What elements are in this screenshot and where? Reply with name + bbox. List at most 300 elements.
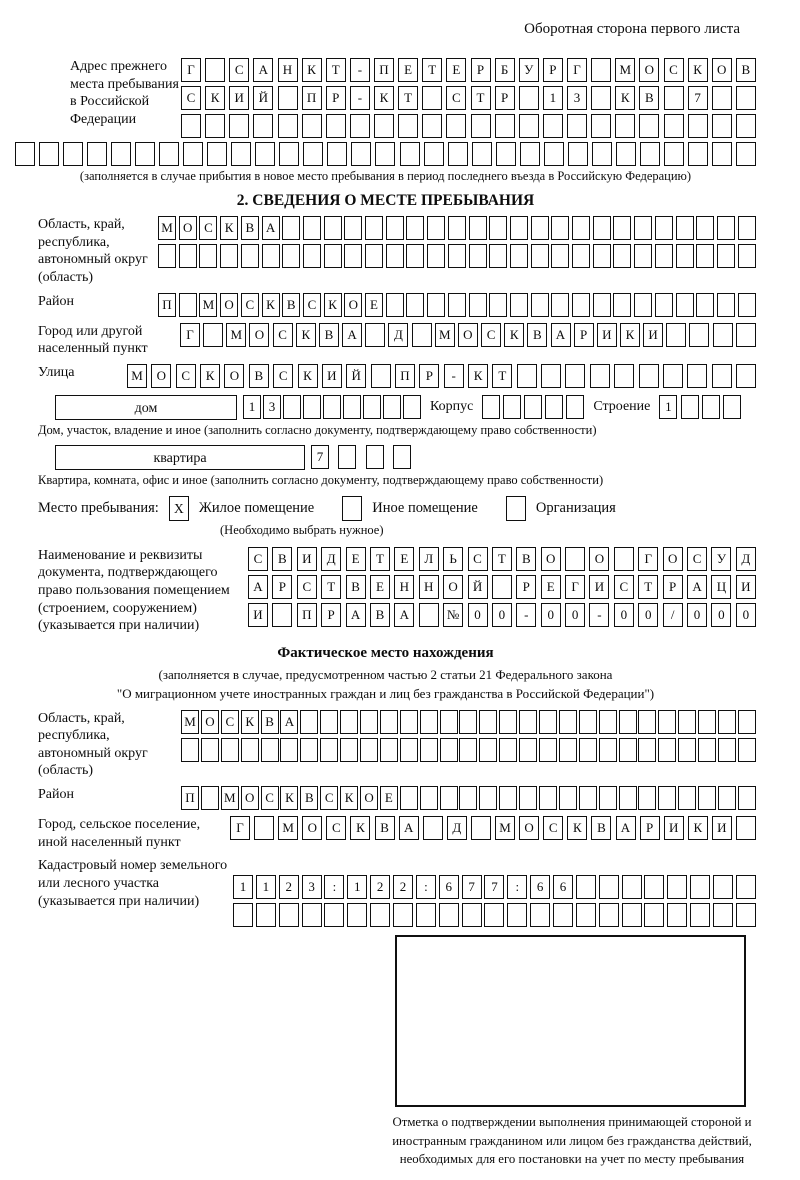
section-2-title: 2. СВЕДЕНИЯ О МЕСТЕ ПРЕБЫВАНИЯ bbox=[236, 192, 535, 209]
char-box: О bbox=[589, 547, 609, 571]
char-box bbox=[324, 244, 342, 268]
char-box: А bbox=[280, 710, 298, 734]
char-box bbox=[712, 114, 732, 138]
char-box bbox=[459, 786, 477, 810]
char-box bbox=[201, 738, 219, 762]
char-box bbox=[717, 244, 735, 268]
actual-region-block bbox=[15, 710, 756, 781]
char-box: С bbox=[320, 786, 338, 810]
char-box bbox=[696, 293, 714, 317]
char-box: В bbox=[516, 547, 536, 571]
char-box: С bbox=[543, 816, 563, 840]
char-box bbox=[459, 738, 477, 762]
char-box: А bbox=[248, 575, 268, 599]
char-box: Ь bbox=[443, 547, 463, 571]
option-organizaciya-label: Организация bbox=[535, 499, 616, 516]
char-box bbox=[593, 216, 611, 240]
char-box: Ц bbox=[711, 575, 731, 599]
char-box: С bbox=[303, 293, 321, 317]
char-box bbox=[551, 293, 569, 317]
char-box bbox=[386, 216, 404, 240]
char-box bbox=[559, 710, 577, 734]
char-box bbox=[201, 786, 219, 810]
char-box bbox=[689, 323, 709, 347]
char-box: С bbox=[181, 86, 201, 110]
char-box: К bbox=[298, 364, 318, 388]
char-box: И bbox=[589, 575, 609, 599]
house-cells bbox=[243, 395, 421, 419]
char-box bbox=[613, 216, 631, 240]
char-box bbox=[406, 293, 424, 317]
char-box bbox=[519, 738, 537, 762]
char-box bbox=[676, 216, 694, 240]
char-box bbox=[664, 114, 684, 138]
document-block bbox=[15, 547, 756, 635]
char-box bbox=[179, 293, 197, 317]
char-box: К bbox=[688, 816, 708, 840]
char-box bbox=[393, 903, 413, 927]
apartment-note: Квартира, комната, офис и иное (заполнить согласно документу, подтверждающему право собственности) bbox=[38, 472, 604, 487]
char-box: 6 bbox=[439, 875, 459, 899]
street-row bbox=[127, 364, 756, 388]
char-box bbox=[531, 244, 549, 268]
char-box: / bbox=[663, 603, 683, 627]
actual-city-block bbox=[15, 816, 756, 851]
char-box bbox=[365, 244, 383, 268]
char-box bbox=[531, 216, 549, 240]
char-box: К bbox=[468, 364, 488, 388]
char-box bbox=[400, 142, 420, 166]
char-box: Д bbox=[388, 323, 408, 347]
char-box: И bbox=[597, 323, 617, 347]
char-box bbox=[638, 786, 656, 810]
char-box bbox=[572, 293, 590, 317]
apartment-box-label: квартира bbox=[55, 445, 305, 470]
char-box: С bbox=[241, 293, 259, 317]
char-box: О bbox=[541, 547, 561, 571]
char-box bbox=[471, 114, 491, 138]
char-box bbox=[658, 710, 676, 734]
char-box: С bbox=[176, 364, 196, 388]
cadastral-block bbox=[15, 857, 756, 927]
char-box bbox=[541, 364, 561, 388]
char-box bbox=[179, 244, 197, 268]
char-box bbox=[446, 114, 466, 138]
char-box bbox=[424, 142, 444, 166]
char-box bbox=[599, 786, 617, 810]
char-box bbox=[663, 364, 683, 388]
char-box: М bbox=[221, 786, 239, 810]
char-box bbox=[181, 114, 201, 138]
char-box bbox=[592, 142, 612, 166]
char-box: 6 bbox=[530, 875, 550, 899]
street-block bbox=[15, 364, 756, 388]
char-box bbox=[614, 547, 634, 571]
char-box: О bbox=[344, 293, 362, 317]
char-box bbox=[616, 142, 636, 166]
char-box bbox=[553, 903, 573, 927]
char-box bbox=[302, 903, 322, 927]
char-box bbox=[619, 710, 637, 734]
char-box: Е bbox=[446, 58, 466, 82]
char-box: Е bbox=[370, 575, 390, 599]
char-box: О bbox=[220, 293, 238, 317]
char-box: С bbox=[468, 547, 488, 571]
char-box: С bbox=[326, 816, 346, 840]
char-box bbox=[599, 710, 617, 734]
char-box bbox=[482, 395, 500, 419]
char-box bbox=[713, 323, 733, 347]
document-row-3 bbox=[248, 603, 756, 627]
char-box bbox=[350, 114, 370, 138]
char-box bbox=[639, 114, 659, 138]
place-type-label: Место пребывания: bbox=[38, 499, 159, 516]
char-box: И bbox=[248, 603, 268, 627]
cadastral-row-1 bbox=[233, 875, 756, 899]
char-box: К bbox=[620, 323, 640, 347]
char-box: Г bbox=[567, 58, 587, 82]
char-box: К bbox=[296, 323, 316, 347]
char-box bbox=[183, 142, 203, 166]
char-box: Р bbox=[516, 575, 536, 599]
district-row bbox=[158, 293, 756, 317]
char-box bbox=[499, 786, 517, 810]
char-box: 7 bbox=[484, 875, 504, 899]
char-box bbox=[420, 710, 438, 734]
city-block bbox=[15, 323, 756, 358]
char-box bbox=[678, 738, 696, 762]
char-box: И bbox=[297, 547, 317, 571]
char-box bbox=[593, 244, 611, 268]
char-box bbox=[551, 244, 569, 268]
region-row-2 bbox=[158, 244, 756, 268]
char-box: Й bbox=[346, 364, 366, 388]
char-box: В bbox=[591, 816, 611, 840]
char-box: С bbox=[221, 710, 239, 734]
char-box bbox=[484, 903, 504, 927]
char-box: А bbox=[687, 575, 707, 599]
char-box bbox=[702, 395, 720, 419]
char-box: - bbox=[516, 603, 536, 627]
char-box bbox=[365, 323, 385, 347]
char-box bbox=[524, 395, 542, 419]
char-box: С bbox=[687, 547, 707, 571]
char-box bbox=[366, 445, 384, 469]
char-box bbox=[519, 710, 537, 734]
prev-address-row-3 bbox=[181, 114, 756, 138]
char-box bbox=[340, 710, 358, 734]
char-box: А bbox=[342, 323, 362, 347]
char-box: 0 bbox=[711, 603, 731, 627]
char-box: Т bbox=[638, 575, 658, 599]
char-box bbox=[619, 738, 637, 762]
char-box bbox=[300, 710, 318, 734]
char-box bbox=[440, 786, 458, 810]
char-box bbox=[736, 875, 756, 899]
char-box bbox=[282, 244, 300, 268]
char-box: К bbox=[324, 293, 342, 317]
char-box: С bbox=[614, 575, 634, 599]
char-box: О bbox=[519, 816, 539, 840]
document-label: Наименование и реквизиты документа, подтверждающего право пользования помещением (строением, сооружением) (указывается при наличии) bbox=[38, 547, 230, 634]
char-box bbox=[229, 114, 249, 138]
char-box bbox=[320, 710, 338, 734]
region-row-1 bbox=[158, 216, 756, 240]
char-box: О bbox=[712, 58, 732, 82]
prev-address-block bbox=[15, 58, 756, 138]
char-box bbox=[489, 293, 507, 317]
char-box: 0 bbox=[614, 603, 634, 627]
char-box: П bbox=[374, 58, 394, 82]
char-box bbox=[520, 142, 540, 166]
house-note: Дом, участок, владение и иное (заполнить согласно документу, подтверждающему право собственности) bbox=[38, 422, 597, 437]
char-box bbox=[736, 86, 756, 110]
char-box bbox=[375, 142, 395, 166]
char-box bbox=[613, 293, 631, 317]
char-box: С bbox=[229, 58, 249, 82]
char-box bbox=[503, 395, 521, 419]
char-box: Н bbox=[419, 575, 439, 599]
char-box bbox=[400, 786, 418, 810]
char-box bbox=[688, 114, 708, 138]
char-box: М bbox=[495, 816, 515, 840]
char-box: П bbox=[158, 293, 176, 317]
char-box bbox=[471, 816, 491, 840]
char-box bbox=[664, 142, 684, 166]
actual-city-label: Город, сельское поселение, иной населенный пункт bbox=[38, 817, 201, 850]
prev-address-note: (заполняется в случае прибытия в новое место пребывания в период последнего въезда в Российскую Федерацию) bbox=[79, 169, 692, 183]
char-box bbox=[530, 903, 550, 927]
char-box bbox=[696, 244, 714, 268]
char-box bbox=[351, 142, 371, 166]
char-box: У bbox=[711, 547, 731, 571]
char-box bbox=[386, 293, 404, 317]
char-box bbox=[420, 738, 438, 762]
char-box bbox=[448, 142, 468, 166]
char-box bbox=[386, 244, 404, 268]
char-box: М bbox=[127, 364, 147, 388]
char-box bbox=[324, 216, 342, 240]
char-box bbox=[205, 114, 225, 138]
char-box bbox=[412, 323, 432, 347]
char-box bbox=[634, 216, 652, 240]
char-box: - bbox=[589, 603, 609, 627]
char-box: Н bbox=[278, 58, 298, 82]
actual-city-row bbox=[230, 816, 756, 840]
char-box: К bbox=[302, 58, 322, 82]
char-box: М bbox=[435, 323, 455, 347]
char-box: Г bbox=[638, 547, 658, 571]
char-box bbox=[579, 786, 597, 810]
char-box bbox=[738, 293, 756, 317]
char-box bbox=[253, 114, 273, 138]
actual-region-row-2 bbox=[181, 738, 756, 762]
char-box bbox=[360, 710, 378, 734]
char-box bbox=[320, 738, 338, 762]
char-box bbox=[559, 738, 577, 762]
char-box bbox=[559, 786, 577, 810]
char-box bbox=[519, 786, 537, 810]
char-box bbox=[280, 738, 298, 762]
char-box bbox=[279, 903, 299, 927]
char-box: В bbox=[300, 786, 318, 810]
char-box bbox=[712, 142, 732, 166]
char-box: Р bbox=[321, 603, 341, 627]
char-box bbox=[492, 575, 512, 599]
char-box: : bbox=[324, 875, 344, 899]
char-box: Г bbox=[181, 58, 201, 82]
char-box bbox=[479, 786, 497, 810]
prev-address-label: Адрес прежнего места пребывания в Российской Федерации bbox=[70, 59, 179, 127]
char-box bbox=[531, 293, 549, 317]
char-box bbox=[572, 244, 590, 268]
char-box bbox=[469, 244, 487, 268]
char-box bbox=[203, 323, 223, 347]
apartment-cells bbox=[311, 445, 411, 469]
char-box bbox=[181, 738, 199, 762]
char-box bbox=[658, 786, 676, 810]
char-box bbox=[374, 114, 394, 138]
char-box bbox=[736, 816, 756, 840]
char-box: С bbox=[273, 323, 293, 347]
char-box bbox=[403, 395, 421, 419]
char-box bbox=[638, 710, 656, 734]
char-box: 0 bbox=[492, 603, 512, 627]
char-box: С bbox=[481, 323, 501, 347]
char-box bbox=[63, 142, 83, 166]
region-label: Область, край, республика, автономный округ (область) bbox=[38, 217, 148, 285]
char-box bbox=[639, 364, 659, 388]
korpus-label: Корпус bbox=[430, 399, 474, 415]
char-box: 0 bbox=[541, 603, 561, 627]
char-box bbox=[400, 738, 418, 762]
char-box: К bbox=[374, 86, 394, 110]
char-box bbox=[678, 710, 696, 734]
char-box bbox=[519, 86, 539, 110]
char-box bbox=[448, 244, 466, 268]
char-box: М bbox=[158, 216, 176, 240]
char-box bbox=[416, 903, 436, 927]
char-box: Т bbox=[321, 575, 341, 599]
char-box bbox=[572, 216, 590, 240]
char-box: И bbox=[736, 575, 756, 599]
char-box bbox=[576, 875, 596, 899]
char-box bbox=[723, 395, 741, 419]
char-box bbox=[383, 395, 401, 419]
char-box bbox=[655, 244, 673, 268]
char-box: Д bbox=[736, 547, 756, 571]
option-inoe-label: Иное помещение bbox=[372, 499, 478, 516]
char-box bbox=[489, 216, 507, 240]
char-box: 1 bbox=[256, 875, 276, 899]
char-box: В bbox=[736, 58, 756, 82]
char-box: П bbox=[302, 86, 322, 110]
char-box bbox=[39, 142, 59, 166]
char-box: О bbox=[179, 216, 197, 240]
char-box: И bbox=[229, 86, 249, 110]
char-box bbox=[579, 710, 597, 734]
char-box bbox=[667, 903, 687, 927]
char-box bbox=[303, 244, 321, 268]
char-box bbox=[360, 738, 378, 762]
char-box bbox=[303, 142, 323, 166]
char-box bbox=[634, 244, 652, 268]
char-box: К bbox=[262, 293, 280, 317]
char-box: 2 bbox=[393, 875, 413, 899]
document-row-2 bbox=[248, 575, 756, 599]
char-box: М bbox=[278, 816, 298, 840]
char-box bbox=[255, 142, 275, 166]
char-box bbox=[279, 142, 299, 166]
char-box: К bbox=[340, 786, 358, 810]
char-box bbox=[365, 216, 383, 240]
char-box bbox=[638, 738, 656, 762]
char-box bbox=[241, 244, 259, 268]
char-box: - bbox=[350, 86, 370, 110]
char-box: А bbox=[399, 816, 419, 840]
char-box bbox=[565, 364, 585, 388]
char-box bbox=[690, 875, 710, 899]
char-box: Т bbox=[492, 547, 512, 571]
char-box bbox=[519, 114, 539, 138]
char-box: В bbox=[639, 86, 659, 110]
char-box: Т bbox=[492, 364, 512, 388]
char-box bbox=[427, 244, 445, 268]
char-box: Р bbox=[543, 58, 563, 82]
char-box: К bbox=[241, 710, 259, 734]
char-box bbox=[205, 58, 225, 82]
char-box: В bbox=[261, 710, 279, 734]
region-block bbox=[15, 216, 756, 287]
char-box: И bbox=[664, 816, 684, 840]
char-box: П bbox=[181, 786, 199, 810]
house-row bbox=[55, 395, 756, 420]
char-box: В bbox=[272, 547, 292, 571]
char-box bbox=[696, 216, 714, 240]
document-row-1 bbox=[248, 547, 756, 571]
char-box: К bbox=[615, 86, 635, 110]
stroenie-cells bbox=[659, 395, 741, 419]
char-box bbox=[380, 738, 398, 762]
actual-district-block bbox=[15, 786, 756, 810]
char-box bbox=[568, 142, 588, 166]
char-box: К bbox=[504, 323, 524, 347]
char-box bbox=[278, 86, 298, 110]
char-box: К bbox=[205, 86, 225, 110]
char-box bbox=[261, 738, 279, 762]
char-box bbox=[517, 364, 537, 388]
house-box-label: дом bbox=[55, 395, 237, 420]
char-box bbox=[496, 142, 516, 166]
district-label: Район bbox=[38, 293, 74, 309]
char-box bbox=[676, 293, 694, 317]
char-box bbox=[622, 875, 642, 899]
char-box bbox=[400, 710, 418, 734]
char-box bbox=[539, 710, 557, 734]
char-box: А bbox=[551, 323, 571, 347]
char-box: М bbox=[181, 710, 199, 734]
char-box bbox=[327, 142, 347, 166]
char-box bbox=[439, 903, 459, 927]
actual-location-note bbox=[15, 666, 756, 704]
char-box: Р bbox=[272, 575, 292, 599]
char-box bbox=[736, 323, 756, 347]
char-box: : bbox=[507, 875, 527, 899]
stroenie-label: Строение bbox=[593, 399, 651, 415]
char-box bbox=[303, 216, 321, 240]
char-box: О bbox=[201, 710, 219, 734]
char-box: С bbox=[664, 58, 684, 82]
